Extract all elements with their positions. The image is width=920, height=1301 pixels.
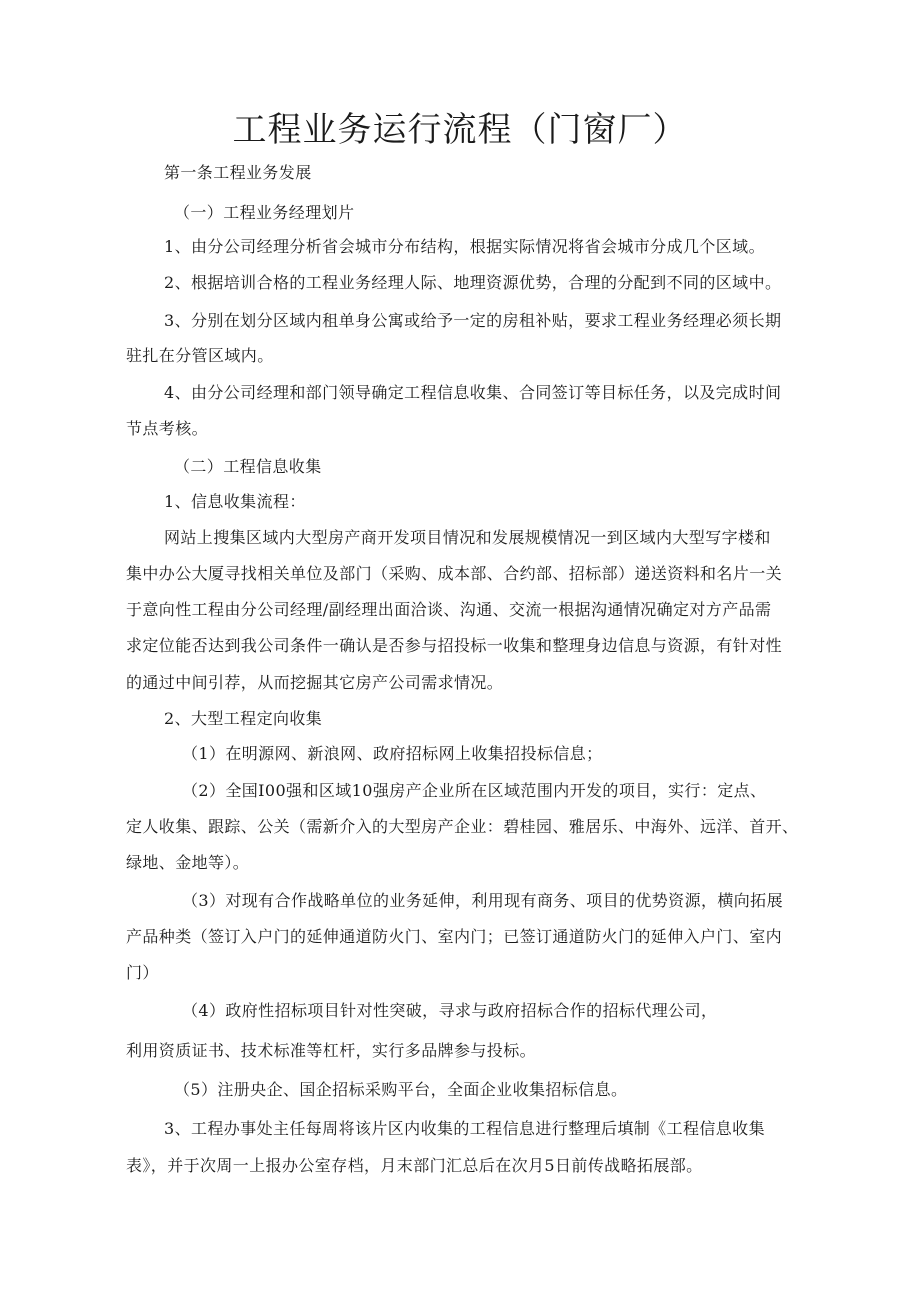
paragraph-line: 2、大型工程定向收集 (164, 709, 323, 728)
section-heading: （二）工程信息收集 (174, 457, 322, 476)
paragraph-line: 定人收集、跟踪、公关（需新介入的大型房产企业：碧桂园、雅居乐、中海外、远洋、首开、 (126, 817, 799, 836)
paragraph-line: 3、工程办事处主任每周将该片区内收集的工程信息进行整理后填制《工程信息收集 (164, 1119, 765, 1138)
paragraph-line: （3）对现有合作战略单位的业务延伸，利用现有商务、项目的优势资源，横向拓展 (182, 891, 783, 910)
paragraph-line: 节点考核。 (126, 419, 209, 438)
paragraph-line: 2、根据培训合格的工程业务经理人际、地理资源优势，合理的分配到不同的区域中。 (164, 273, 782, 292)
article-heading: 第一条工程业务发展 (164, 163, 312, 182)
paragraph-line: 利用资质证书、技术标准等杠杆，实行多品牌参与投标。 (126, 1041, 537, 1060)
paragraph-line: 求定位能否达到我公司条件一确认是否参与招投标一收集和整理身边信息与资源，有针对性 (126, 636, 783, 655)
paragraph-line: 绿地、金地等）。 (126, 853, 250, 872)
paragraph-line: 4、由分公司经理和部门领导确定工程信息收集、合同签订等目标任务，以及完成时间 (164, 383, 782, 402)
paragraph-line: （4）政府性招标项目针对性突破，寻求与政府招标合作的招标代理公司， (182, 1001, 718, 1020)
paragraph-line: 驻扎在分管区域内。 (126, 346, 274, 365)
paragraph-line: （1）在明源网、新浪网、政府招标网上收集招投标信息； (182, 744, 603, 763)
paragraph-line: 集中办公大厦寻找相关单位及部门（采购、成本部、合约部、招标部）递送资料和名片一关 (126, 564, 783, 583)
paragraph-line: 3、分别在划分区域内租单身公寓或给予一定的房租补贴，要求工程业务经理必须长期 (164, 311, 782, 330)
paragraph-line: 1、由分公司经理分析省会城市分布结构，根据实际情况将省会城市分成几个区域。 (164, 237, 765, 256)
paragraph-line: （5）注册央企、国企招标采购平台，全面企业收集招标信息。 (174, 1080, 628, 1099)
paragraph-line: 的通过中间引荐，从而挖掘其它房产公司需求情况。 (126, 673, 504, 692)
paragraph-line: 表》，并于次周一上报办公室存档，月末部门汇总后在次月5日前传战略拓展部。 (126, 1156, 703, 1175)
paragraph-line: 产品种类（签订入户门的延伸通道防火门、室内门；已签订通道防火门的延伸入户门、室内 (126, 927, 783, 946)
paragraph-line: 于意向性工程由分公司经理/副经理出面洽谈、沟通、交流一根据沟通情况确定对方产品需 (126, 600, 772, 619)
paragraph-line: 1、信息收集流程： (164, 492, 306, 511)
paragraph-line: （2）全国I00强和区域10强房产企业所在区域范围内开发的项目，实行：定点、 (182, 781, 767, 800)
paragraph-line: 网站上搜集区域内大型房产商开发项目情况和发展规模情况一到区域内大型写字楼和 (164, 528, 771, 547)
paragraph-line: 门） (126, 963, 159, 982)
section-heading: （一）工程业务经理划片 (174, 203, 355, 222)
document-title: 工程业务运行流程（门窗厂） (232, 110, 688, 150)
